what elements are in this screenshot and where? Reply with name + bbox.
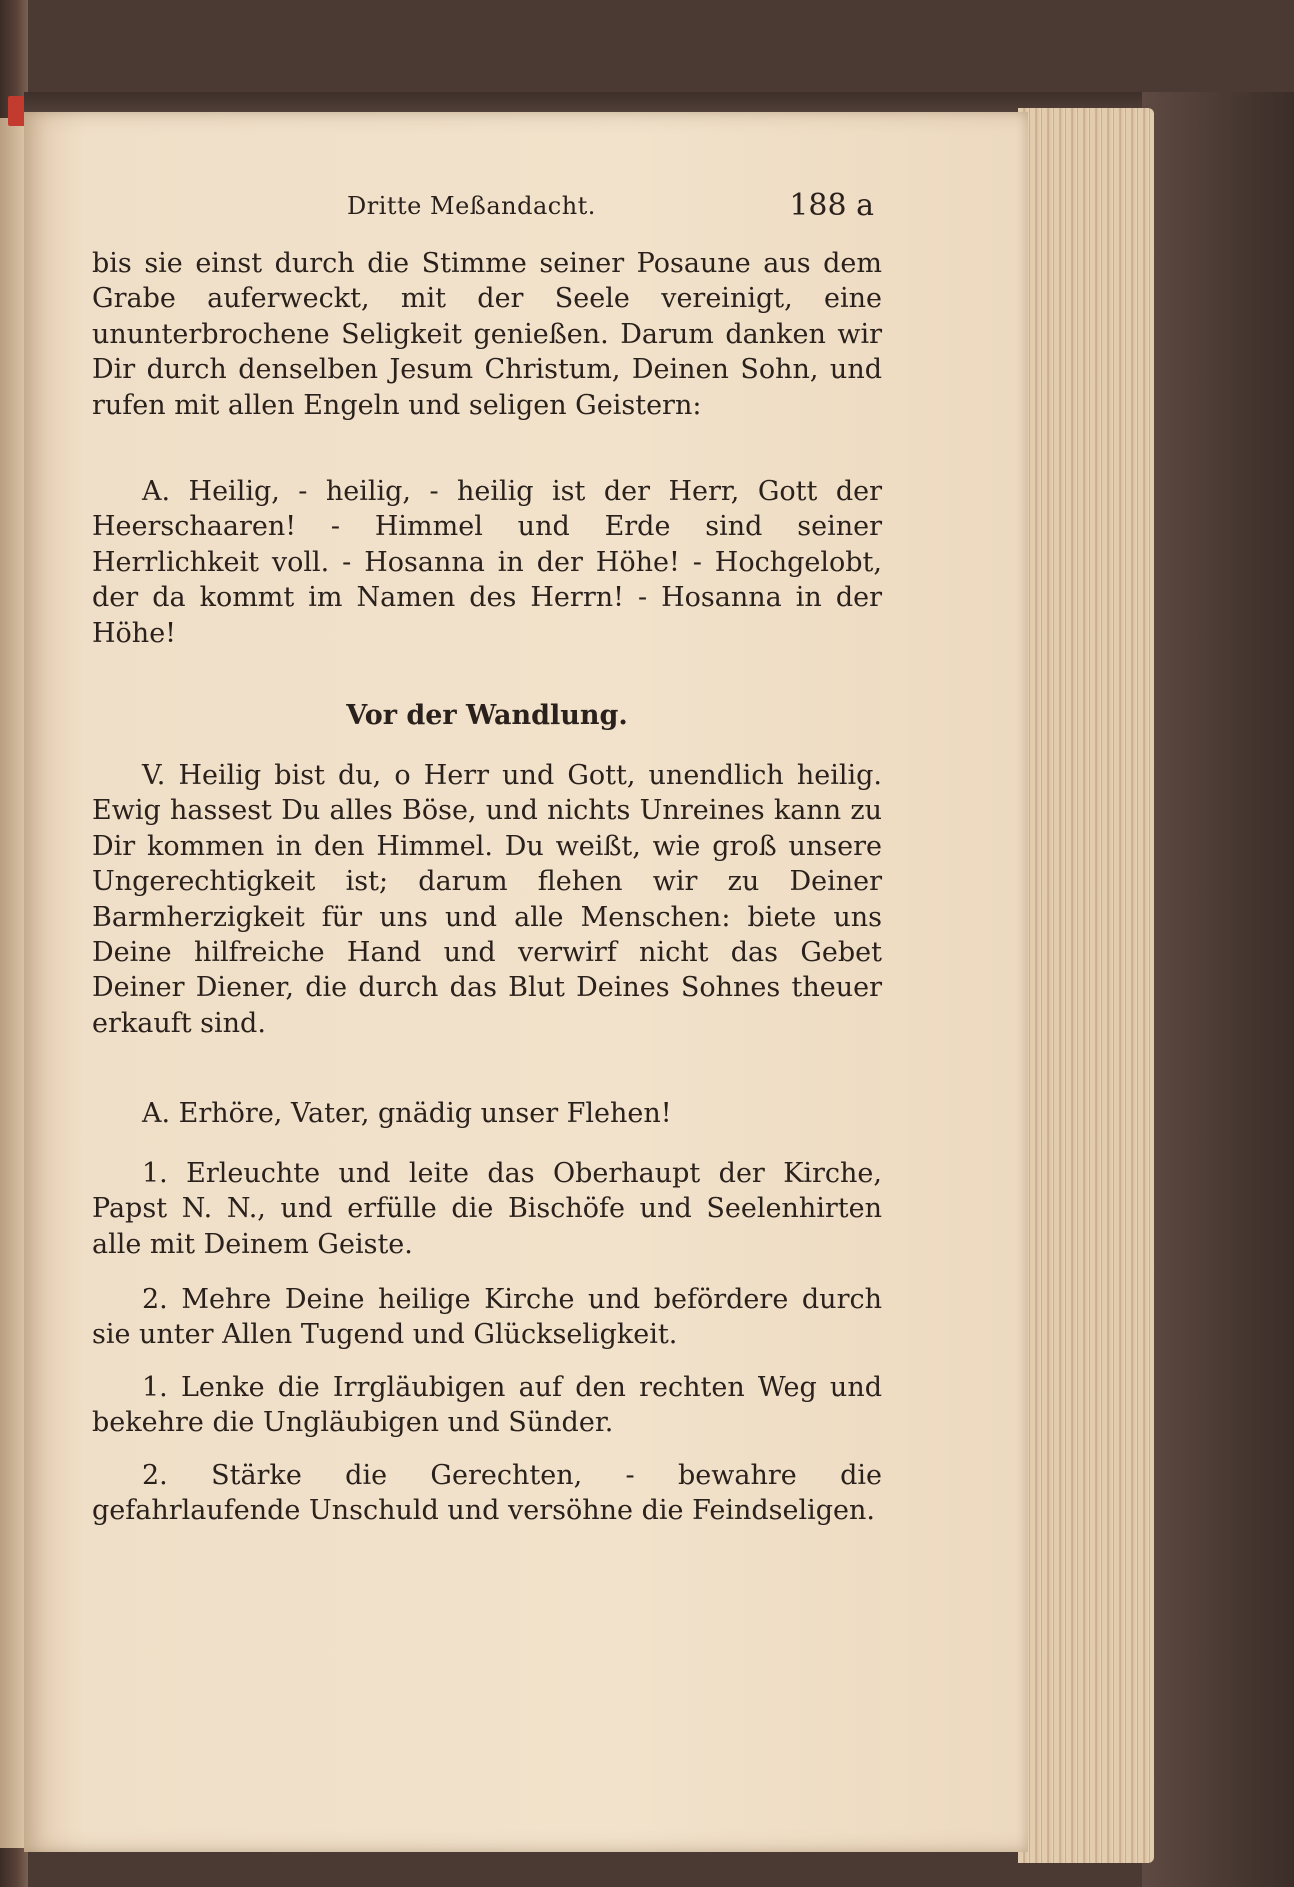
- paragraph-4-text: A. Erhöre, Vater, gnädig unser Flehen!: [142, 1098, 672, 1129]
- paragraph-7: [92, 1370, 882, 1441]
- running-head-title: Dritte Meßandacht.: [347, 192, 596, 220]
- book-cover-right: [1142, 92, 1294, 1887]
- page-number: 188 a: [789, 188, 874, 223]
- paragraph-2: [92, 474, 882, 651]
- paragraph-6-text: 2. Mehre Deine heilige Kirche und befördere durch sie unter Allen Tugend und Glückseligkeit.: [92, 1284, 882, 1351]
- paragraph-6: [92, 1282, 882, 1353]
- paragraph-3-text: V. Heilig bist du, o Herr und Gott, unendlich heilig. Ewig hassest Du alles Böse, und nichts Unreines kann zu Dir kommen in den Himmel. Du weißt, wie groß unsere Ungerechtigkeit ist; darum flehen wir zu Deiner Barmherzigkeit für uns und alle Menschen: biete uns Deine hilfreiche Hand und verwirf nicht das Gebet Deiner Diener, die durch das Blut Deines Sohnes theuer erkauft sind.: [92, 760, 882, 1039]
- paragraph-1: [92, 246, 882, 423]
- section-heading: Vor der Wandlung.: [346, 700, 628, 731]
- paragraph-8: [92, 1458, 882, 1529]
- paragraph-4: [92, 1096, 882, 1131]
- paragraph-8-text: 2. Stärke die Gerechten, - bewahre die gefahrlaufende Unschuld und versöhne die Feindseligen.: [92, 1460, 882, 1527]
- running-head: [92, 188, 882, 232]
- paragraph-3: [92, 758, 882, 1041]
- paragraph-5-text: 1. Erleuchte und leite das Oberhaupt der Kirche, Papst N. N., und erfülle die Bischöfe und Seelenhirten alle mit Deinem Geiste.: [92, 1158, 882, 1260]
- paragraph-1-text: bis sie einst durch die Stimme seiner Posaune aus dem Grabe auferweckt, mit der Seele vereinigt, eine ununterbrochene Seligkeit genießen. Darum danken wir Dir durch denselben Jesum Christum, Deinen Sohn, und rufen mit allen Engeln und seligen Geistern:: [92, 248, 882, 421]
- paragraph-2-text: A. Heilig, - heilig, - heilig ist der Herr, Gott der Heerschaaren! - Himmel und Erde sind seiner Herrlichkeit voll. - Hosanna in der Höhe! - Hochgelobt, der da kommt im Namen des Herrn! - Hosanna in der Höhe!: [92, 476, 882, 649]
- page-edges: [1018, 108, 1154, 1863]
- facing-page-edge: [0, 118, 26, 1848]
- paragraph-5: [92, 1156, 882, 1262]
- paragraph-7-text: 1. Lenke die Irrgläubigen auf den rechten Weg und bekehre die Ungläubigen und Sünder.: [92, 1372, 882, 1439]
